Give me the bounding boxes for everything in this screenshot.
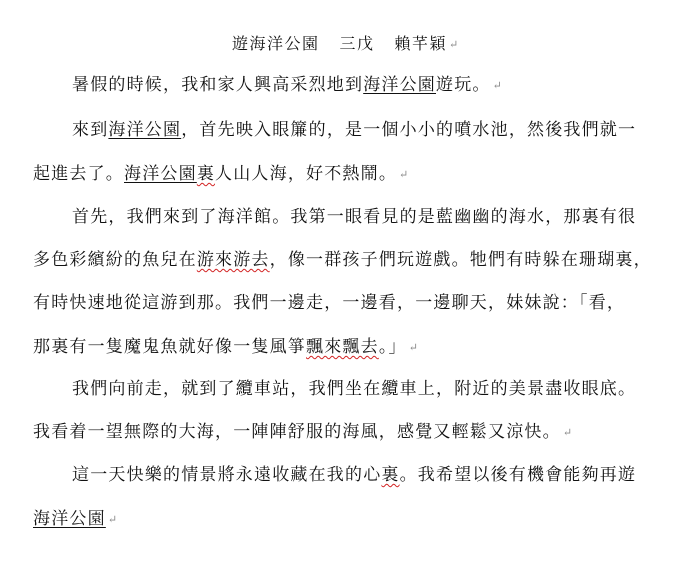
text-run: 我看着一望無際的大海，一陣陣舒服的海風，感覺又輕鬆又涼快。 [33, 422, 561, 442]
paragraph-mark-icon: ↵ [399, 168, 409, 181]
author-class: 三戊 [339, 34, 375, 53]
paragraph-mark-icon: ↵ [449, 38, 459, 51]
text-run: 首先，我們來到了海洋館。我第一眼看見的是藍幽幽的海水，那裏有很 [72, 207, 637, 227]
spellcheck-flag: 裏 [196, 164, 216, 184]
text-run: 那裏有一隻魔鬼魚就好像一隻風箏 [33, 337, 306, 357]
paragraph-mark-icon: ↵ [408, 341, 418, 354]
text-run: 我們向前走，就到了纜車站，我們坐在纜車上，附近的美景盡收眼底。 [72, 379, 637, 399]
paragraph-5-line-1 [72, 464, 636, 486]
proper-noun: 海洋公園 [108, 120, 182, 140]
paragraph-3-line-1 [72, 206, 636, 228]
essay-title [232, 33, 458, 56]
text-run: 。我希望以後有機會能夠再遊 [399, 465, 637, 485]
paragraph-3-line-2 [33, 249, 652, 271]
spellcheck-flag: 裏 [381, 465, 400, 485]
paragraph-2-line-1 [72, 119, 636, 141]
text-run: 。」 [378, 337, 407, 357]
paragraph-mark-icon: ↵ [107, 513, 118, 526]
text-run: ，首先映入眼簾的，是一個小小的噴水池，然後我們就一 [181, 120, 637, 140]
paragraph-4-line-1 [72, 378, 636, 400]
spellcheck-flag: 游來游去 [196, 250, 270, 270]
text-run: 暑假的時候，我和家人興高采烈地到 [72, 75, 364, 95]
spellcheck-flag: 飄來飄去 [306, 337, 379, 357]
text-run: 遊玩。 [436, 75, 491, 95]
paragraph-5-line-2 [33, 508, 117, 531]
text-run: 起進去了。 [33, 164, 124, 184]
paragraph-3-line-4 [33, 336, 418, 359]
text-run: ，像一群孩子們玩遊戲。牠們有時躲在珊瑚裏， [269, 250, 652, 270]
paragraph-1-line-1 [72, 74, 502, 97]
paragraph-mark-icon: ↵ [492, 79, 502, 92]
paragraph-3-line-3 [33, 292, 625, 314]
paragraph-mark-icon: ↵ [562, 426, 573, 439]
text-run: 多色彩繽紛的魚兒在 [33, 250, 197, 270]
author-name: 賴芊穎 [394, 34, 448, 53]
paragraph-2-line-2 [33, 163, 408, 186]
text-run: 人山人海，好不熱鬧。 [215, 164, 398, 184]
proper-noun: 海洋公園 [33, 509, 106, 529]
proper-noun: 海洋公園 [363, 75, 437, 95]
paragraph-4-line-2 [33, 421, 572, 444]
text-run: 這一天快樂的情景將永遠收藏在我的心 [72, 465, 382, 485]
text-run: 有時快速地從這游到那。我們一邊走，一邊看，一邊聊天，妹妹說：「看， [33, 293, 626, 313]
text-run: 來到 [72, 120, 109, 140]
title-text: 遊海洋公園 [232, 34, 320, 53]
proper-noun: 海洋公園 [124, 164, 197, 184]
